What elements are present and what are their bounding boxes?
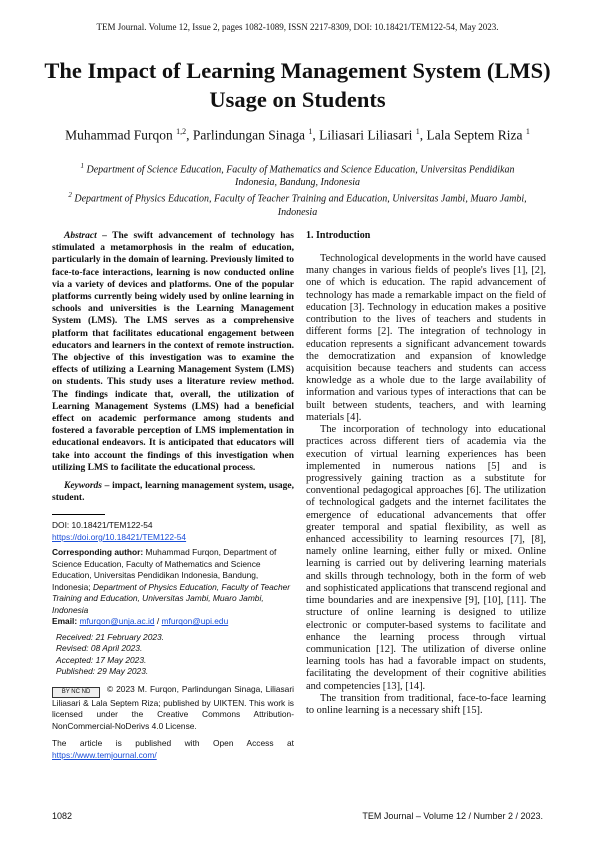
article-metadata — [52, 520, 294, 761]
email-link[interactable]: mfurqon@upi.edu — [161, 616, 229, 627]
accepted-date: Accepted: 17 May 2023. — [56, 654, 147, 665]
open-access-statement: The article is published with Open Access at https://www.temjournal.com/ — [52, 738, 294, 760]
abstract-label: Abstract — [64, 231, 97, 241]
author-name: Parlindungan Sinaga — [192, 127, 305, 143]
journal-link[interactable]: https://www.temjournal.com/ — [52, 749, 157, 760]
doi-line: DOI: 10.18421/TEM122-54 — [52, 520, 153, 531]
abstract — [52, 230, 294, 474]
affiliations — [60, 160, 535, 219]
affiliation: $^1$ Department of Science Education, Faculty of Mathematics and Science Education, Universitas Pendidikan Indonesia, Bandung, Indonesia — [80, 162, 515, 189]
author-name: Liliasari Liliasari — [319, 127, 413, 143]
keywords — [52, 480, 294, 504]
email-link[interactable]: mfurqon@unja.ac.id — [79, 616, 155, 627]
keywords-text: – impact, learning management system, usage, student. — [52, 481, 294, 504]
publication-dates — [56, 632, 294, 678]
revised-date: Revised: 08 April 2023. — [56, 643, 143, 654]
body-paragraph: Technological developments in the world have caused many changes in various fields of people's lives [1], [2], one of which is education. The rapid advancement of technology has made a remarkable impact on the field of education [3]. Technology in education makes a positive contribution to the lives of teachers and students in different forms [2]. The integration of technology in education represents a significant advancement towards the democratization and expansion of knowledge acquisition because teachers and students can access knowledge as a whole due to the large availability of information and various types of interactions that can be built between students, teachers, and with learning materials [4]. — [306, 253, 546, 423]
cc-license-badge-icon[interactable]: BY NC ND — [52, 687, 100, 698]
running-head: TEM Journal. Volume 12, Issue 2, pages 1082-1089, ISSN 2217-8309, DOI: 10.18421/TEM122-54, May 2023. — [96, 22, 499, 32]
footnote-rule — [52, 514, 105, 515]
affiliation: $^2$ Department of Physics Education, Faculty of Teacher Training and Education, Universitas Jambi, Muaro Jambi, Indonesia — [68, 191, 527, 218]
abstract-text: – The swift advancement of technology has stimulated a metamorphosis in the realm of education, particularly in the domain of learning. Previously limited to face-to-face interactions, learning is now conducted online via a variety of devices and platforms. One of the popular platforms currently being widely used by online learning in schools and universities is the Learning Management System (LMS). The LMS serves as a comprehensive platform that facilitates educational engagement between educators and learners in the context of remote instruction. The objective of this investigation was to examine the effects of utilizing a Learning Management System (LMS) on students. This study uses a literature review method. The findings indicate that, overall, the utilization of Learning Management Systems (LMS) had a beneficial effect on academic performance among students and fostered a favorable perception of LMS implementation in educational endeavors. It is anticipated that educators will take into account the findings of this investigation when utilizing LMS to facilitate the educational process. — [52, 231, 294, 473]
footer-journal: TEM Journal – Volume 12 / Number 2 / 2023. — [362, 811, 543, 821]
body-paragraph: The incorporation of technology into educational practices across different tiers of academia via the execution of virtual learning experiences has been implemented in numerous nations [5] and is progressively gaining traction as a substitute for conventional pedagogical approaches [6]. The utilization of technological gadgets and the internet facilitates the emergence of educational advancements that offer greater temporal and spatial flexibility, as well as enhanced accessibility to learning resources [7], [8], namely online learning, either fully or mixed. Online learning is carried out by delivering learning materials and skills through technology, both in the form of web and sophisticated applications that transcend regional and time boundaries and are inexpensive [9], [10], [11]. The structure of online learning is designed to utilize electronic or computer-based systems to facilitate and enhance the learning process through virtual communication [12]. The utilization of diverse online learning tools has had a favorable impact on students, facilitating the development of their cognitive abilities and competencies [13], [14]. — [306, 424, 546, 692]
section-heading: 1. Introduction — [306, 230, 371, 241]
body-paragraph: The transition from traditional, face-to-face learning to online learning is a necessary shift [15]. — [306, 692, 546, 717]
left-column — [52, 230, 294, 761]
received-date: Received: 21 February 2023. — [56, 631, 165, 642]
right-column — [306, 230, 546, 717]
author-affiliation-mark: 1 — [525, 127, 530, 136]
author-affiliation-mark: 1,2 — [176, 127, 187, 136]
doi-link[interactable]: https://doi.org/10.18421/TEM122-54 — [52, 531, 187, 542]
author-affiliation-mark: 1 — [415, 127, 420, 136]
author-name: Lala Septem Riza — [426, 127, 523, 143]
paper-title: The Impact of Learning Management System (LMS) Usage on Students — [44, 58, 551, 112]
author-affiliation-mark: 1 — [308, 127, 313, 136]
published-date: Published: 29 May 2023. — [56, 666, 149, 677]
corresponding-author: Corresponding author: Muhammad Furqon, Department of Science Education, Faculty of Mathematics and Science Education, Universitas Pendidikan Indonesia, Bandung, Indonesia; Department of Physics Education, Faculty of Teacher Training and Education, Universitas Jambi, Muaro Jambi, Indonesia — [52, 547, 291, 615]
keywords-label: Keywords — [64, 481, 102, 492]
author-name: Muhammad Furqon — [65, 127, 173, 143]
email-line: Email: mfurqon@unja.ac.id / mfurqon@upi.edu — [52, 616, 229, 627]
page-number: 1082 — [52, 811, 73, 821]
license-statement: BY NC ND © 2023 M. Furqon, Parlindungan Sinaga, Liliasari Liliasari & Lala Septem Riza; published by UIKTEN. This work is licensed under the Creative Commons Attribution-NonCommercial-NoDerivs 4.0 License. — [52, 683, 294, 731]
author-list: Muhammad Furqon $^{1,2}$, Parlindungan Sinaga $^1$, Liliasari Liliasari $^1$, Lala Septem Riza $^1$ — [65, 127, 530, 143]
